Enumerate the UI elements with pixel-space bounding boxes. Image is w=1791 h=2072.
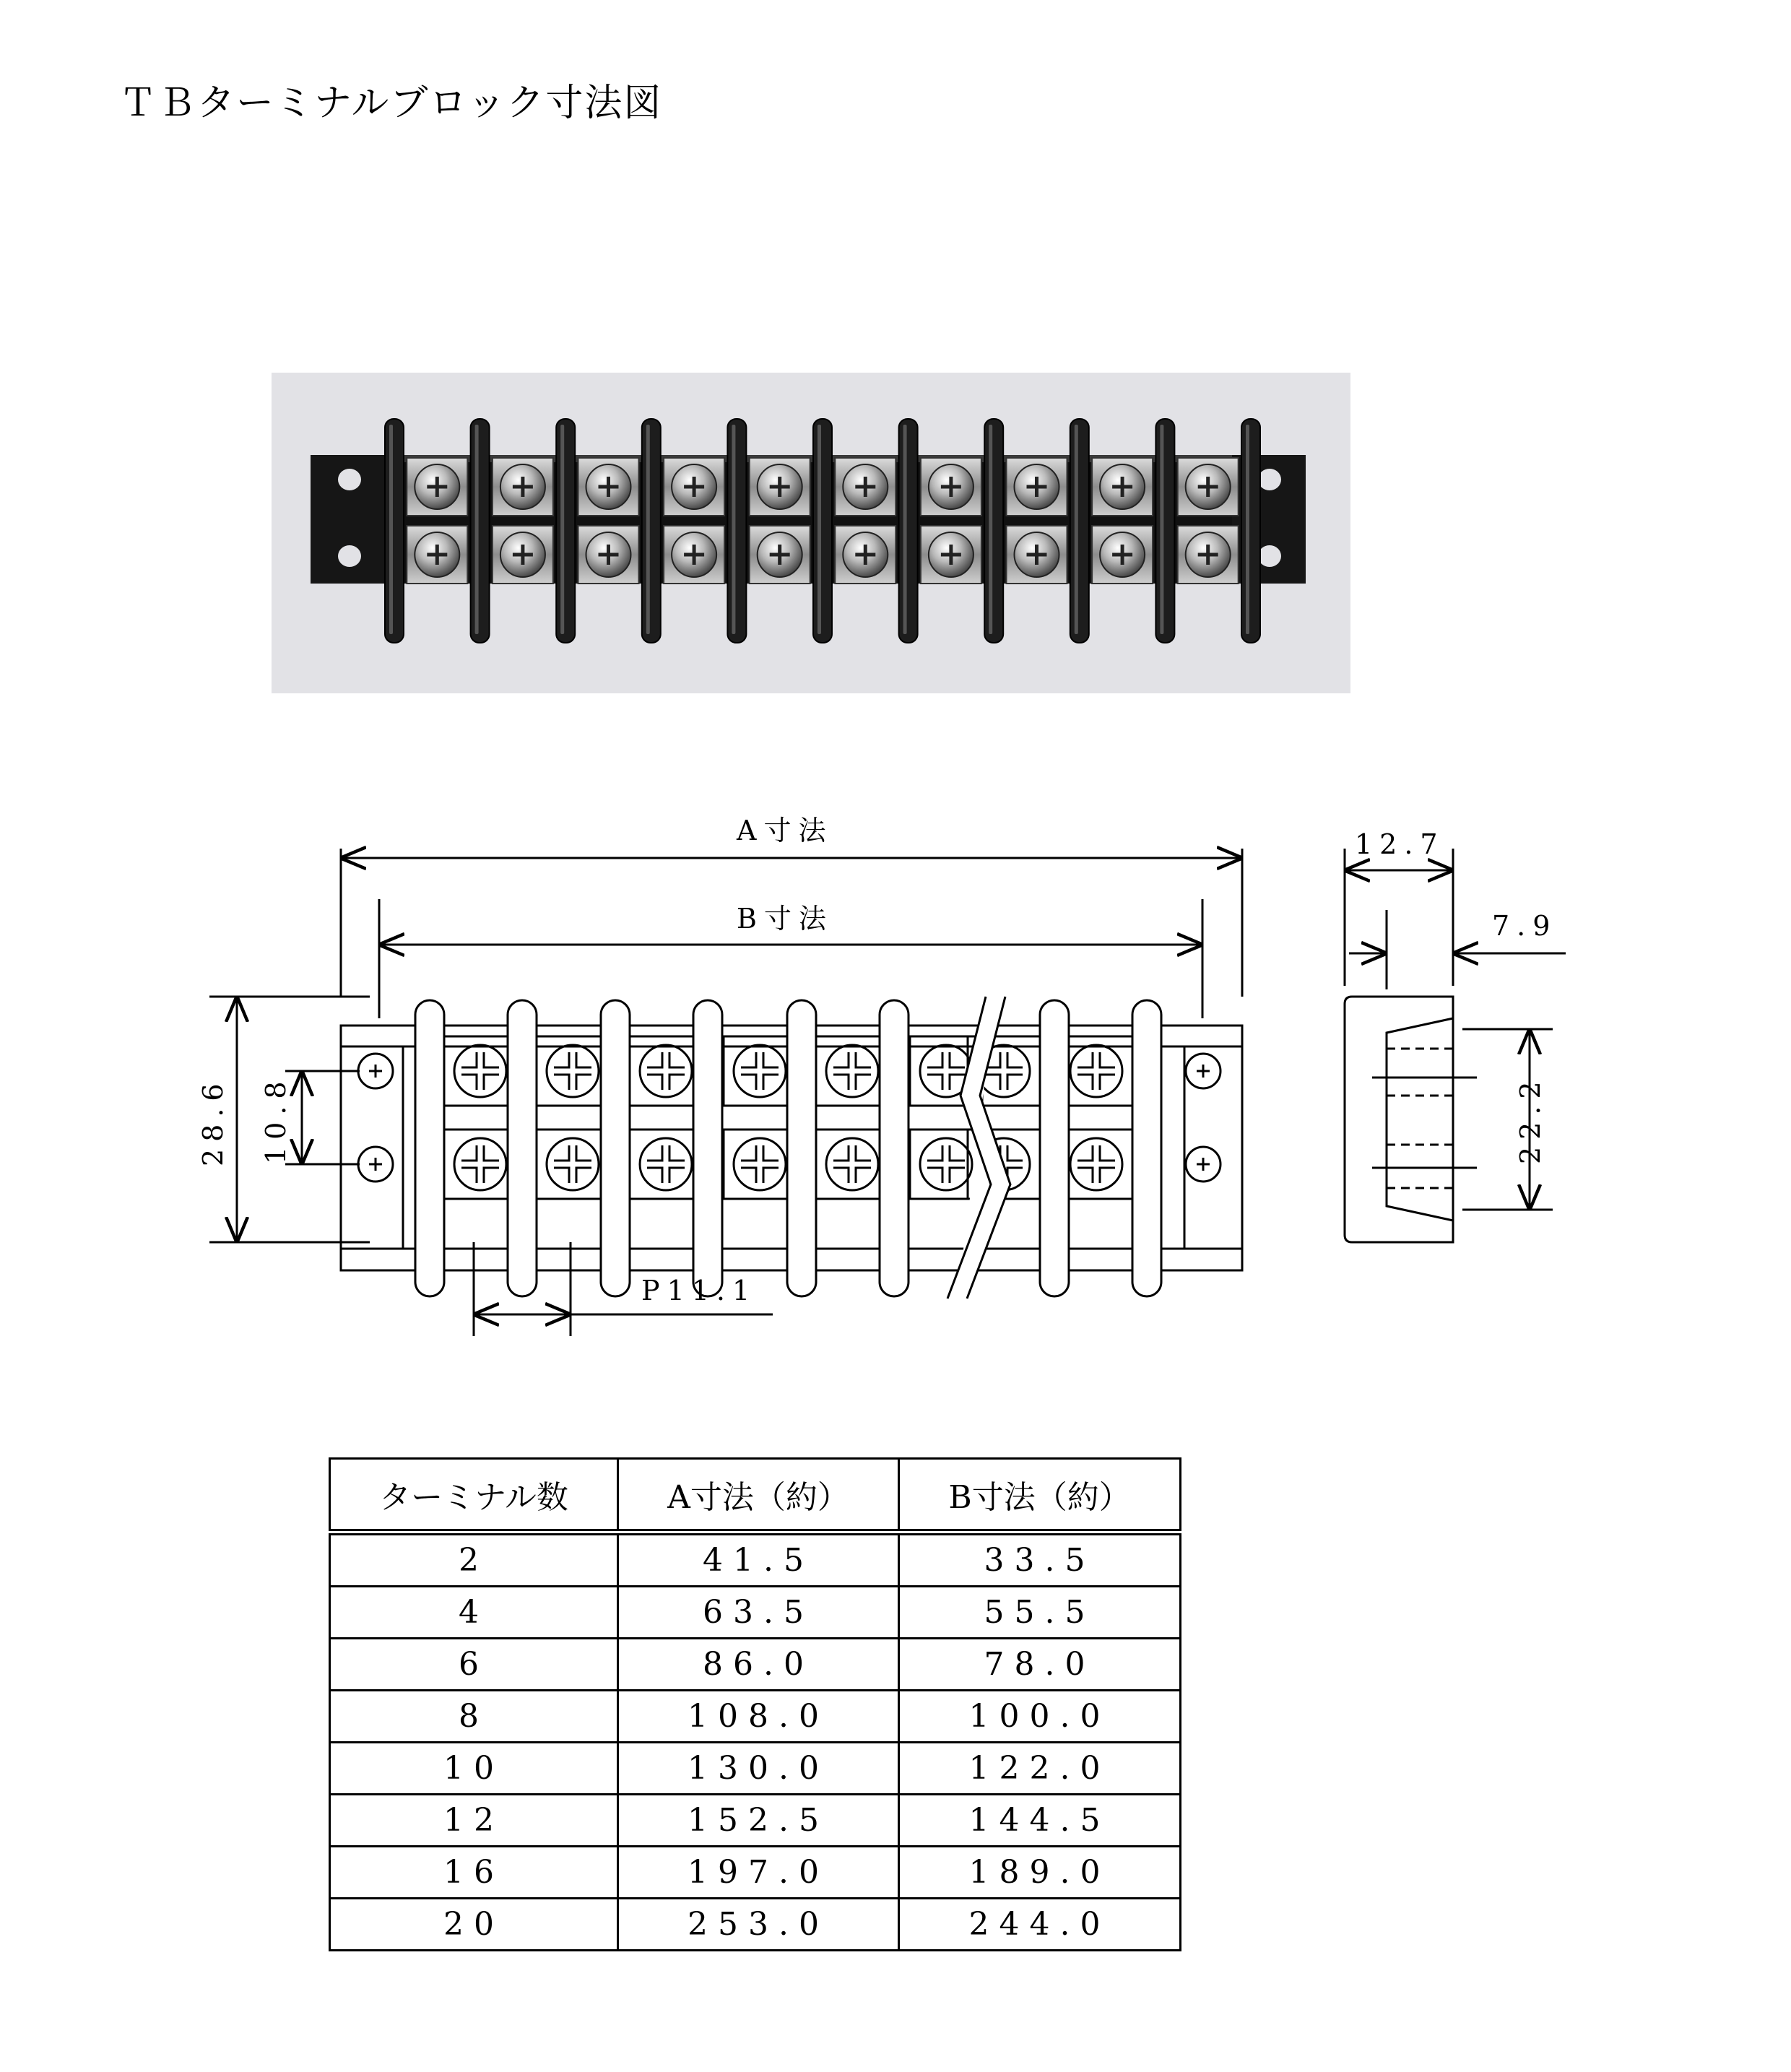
barrier (556, 419, 575, 643)
cell-terminals: 10 (330, 1743, 618, 1795)
barrier (1155, 419, 1174, 643)
screw-slot (461, 1145, 499, 1183)
dimension-table (329, 1457, 1181, 1951)
cell-b: 78.0 (899, 1639, 1181, 1691)
column-header-b: B寸法（約） (899, 1459, 1181, 1533)
table-row (330, 1533, 1181, 1587)
cell-terminals: 2 (330, 1533, 618, 1587)
barrier (1040, 1000, 1069, 1296)
screw-head (734, 1138, 786, 1190)
cell-terminals: 16 (330, 1847, 618, 1899)
table-row (330, 1691, 1181, 1743)
side-view (1345, 849, 1566, 1242)
cell-terminals: 4 (330, 1587, 618, 1639)
table-row (330, 1847, 1181, 1899)
cell-b: 33.5 (899, 1533, 1181, 1587)
cell-a: 108.0 (618, 1691, 899, 1743)
mount-hole (338, 469, 361, 490)
screw-head (640, 1138, 692, 1190)
screw-slot (833, 1052, 871, 1090)
barrier (813, 419, 832, 643)
screw-head (920, 1138, 972, 1190)
barrier (1070, 419, 1089, 643)
barrier (1132, 1000, 1161, 1296)
cell-b: 244.0 (899, 1899, 1181, 1951)
screw-head (826, 1045, 878, 1097)
screw-head (640, 1045, 692, 1097)
screw-slot (461, 1052, 499, 1090)
table-row (330, 1899, 1181, 1951)
barrier (601, 1000, 630, 1296)
mount-hole (1258, 545, 1281, 567)
screw-head (826, 1138, 878, 1190)
barrier (642, 419, 661, 643)
cell-a: 63.5 (618, 1587, 899, 1639)
cell-a: 197.0 (618, 1847, 899, 1899)
cell-b: 100.0 (899, 1691, 1181, 1743)
hole-pitch-label: 10.8 (260, 1074, 292, 1164)
cell-b: 55.5 (899, 1587, 1181, 1639)
table-row (330, 1795, 1181, 1847)
screw-slot (927, 1145, 965, 1183)
column-header-terminals: ターミナル数 (330, 1459, 618, 1533)
barrier (880, 1000, 908, 1296)
cell-a: 152.5 (618, 1795, 899, 1847)
a-dimension-label: A寸法 (737, 815, 833, 846)
height-dimension-label: 28.6 (197, 1076, 229, 1166)
mount-hole (1258, 469, 1281, 490)
side-width-label: 12.7 (1355, 828, 1445, 860)
side-body (1345, 997, 1453, 1242)
column-header-a: A寸法（約） (618, 1459, 899, 1533)
side-height-label: 22.2 (1514, 1074, 1546, 1164)
barrier (984, 419, 1003, 643)
screw-head (1070, 1138, 1122, 1190)
screw-slot (1077, 1052, 1115, 1090)
screw-slot (833, 1145, 871, 1183)
screw-head (1070, 1045, 1122, 1097)
screw-slot (741, 1145, 779, 1183)
cell-a: 41.5 (618, 1533, 899, 1587)
screw-slot (554, 1145, 591, 1183)
screw-head (547, 1138, 599, 1190)
front-view (209, 849, 1242, 1336)
barrier (385, 419, 404, 643)
cell-b: 189.0 (899, 1847, 1181, 1899)
screw-slot (741, 1052, 779, 1090)
barrier (693, 1000, 722, 1296)
barrier (1241, 419, 1260, 643)
pitch-label: P11.1 (641, 1275, 758, 1306)
screw-head (547, 1045, 599, 1097)
cell-b: 122.0 (899, 1743, 1181, 1795)
b-dimension-label: B寸法 (737, 903, 833, 935)
product-photo (272, 373, 1350, 693)
table-row (330, 1639, 1181, 1691)
cell-a: 130.0 (618, 1743, 899, 1795)
table-row (330, 1587, 1181, 1639)
screw-slot (647, 1145, 685, 1183)
barrier (415, 1000, 444, 1296)
mount-hole (338, 545, 361, 567)
cell-a: 253.0 (618, 1899, 899, 1951)
screw-slot (927, 1052, 965, 1090)
screw-head (454, 1138, 506, 1190)
barrier (508, 1000, 537, 1296)
dimension-drawing (0, 780, 1791, 1358)
barrier (471, 419, 490, 643)
barrier (787, 1000, 816, 1296)
side-inner-label: 7.9 (1492, 910, 1558, 942)
page-title: ＴＢターミナルブロック寸法図 (119, 82, 663, 125)
screw-slot (1077, 1145, 1115, 1183)
table-header-row (330, 1459, 1181, 1533)
cell-b: 144.5 (899, 1795, 1181, 1847)
cell-terminals: 20 (330, 1899, 618, 1951)
cell-terminals: 6 (330, 1639, 618, 1691)
cell-terminals: 12 (330, 1795, 618, 1847)
table-row (330, 1743, 1181, 1795)
cell-terminals: 8 (330, 1691, 618, 1743)
screw-head (734, 1045, 786, 1097)
barrier (899, 419, 918, 643)
screw-slot (647, 1052, 685, 1090)
cell-a: 86.0 (618, 1639, 899, 1691)
screw-slot (554, 1052, 591, 1090)
screw-head (454, 1045, 506, 1097)
barrier (727, 419, 746, 643)
